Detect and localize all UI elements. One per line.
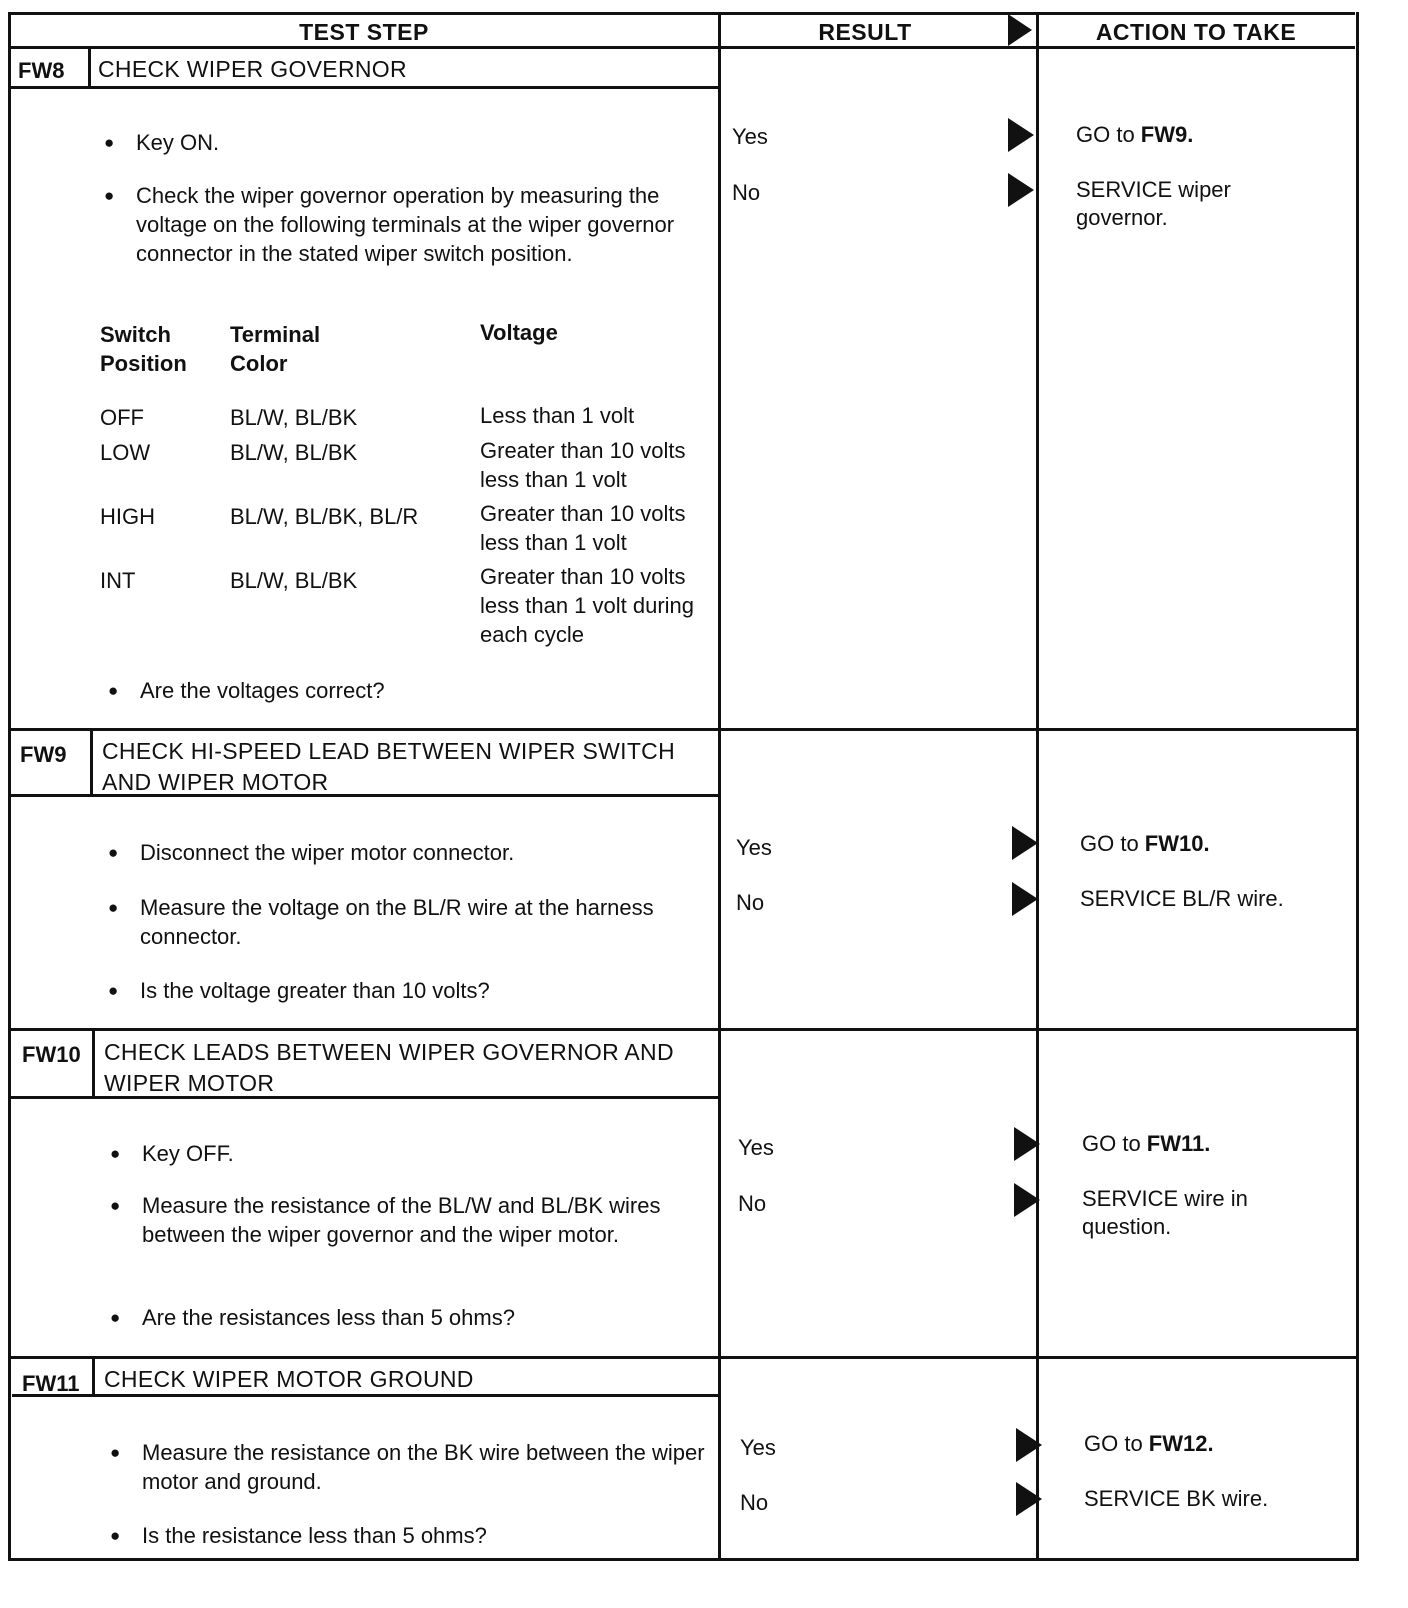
arrow-right-icon bbox=[1016, 1482, 1042, 1516]
table-cell: INT bbox=[100, 568, 136, 593]
table-header-terminal-color: Terminal Color bbox=[230, 322, 321, 376]
action-column-border bbox=[1036, 12, 1039, 1560]
table-cell: LOW bbox=[100, 440, 151, 465]
header-result: RESULT bbox=[818, 19, 912, 45]
table-cell: Greater than 10 volts less than 1 volt bbox=[480, 501, 686, 555]
result-yes: Yes bbox=[738, 1135, 774, 1160]
table-header-switch-position: Switch Position bbox=[100, 322, 187, 376]
header-test-step: TEST STEP bbox=[299, 19, 429, 45]
result-no: No bbox=[738, 1191, 767, 1216]
arrow-right-icon bbox=[1008, 118, 1034, 152]
arrow-right-icon bbox=[1014, 1183, 1040, 1217]
arrow-right-icon bbox=[1008, 173, 1034, 207]
step-bullet: ● Measure the resistance of the BL/W and BL/BK wires between the wiper governor and the wiper motor. bbox=[110, 1191, 702, 1249]
step-code-divider bbox=[90, 730, 93, 796]
arrow-right-icon bbox=[1016, 1428, 1042, 1462]
step-bullet: ● Measure the voltage on the BL/R wire at the harness connector. bbox=[108, 893, 660, 951]
table-bottom-border bbox=[8, 1558, 1359, 1561]
step-bullet: ● Are the voltages correct? bbox=[108, 676, 720, 705]
step-code-divider bbox=[92, 1358, 95, 1396]
step-code: FW8 bbox=[18, 58, 65, 83]
result-no: No bbox=[732, 180, 761, 205]
action-no: SERVICE wiper governor. bbox=[1076, 177, 1231, 230]
result-yes: Yes bbox=[740, 1435, 776, 1460]
section-separator bbox=[8, 1356, 1359, 1359]
step-bullet: ● Key ON. bbox=[104, 128, 716, 157]
table-left-border bbox=[8, 12, 11, 1560]
table-cell: Greater than 10 volts less than 1 volt bbox=[480, 438, 686, 492]
step-code: FW11 bbox=[22, 1371, 80, 1396]
action-no: SERVICE BK wire. bbox=[1084, 1486, 1269, 1511]
result-no: No bbox=[736, 890, 765, 915]
result-yes: Yes bbox=[736, 835, 772, 860]
table-cell: Greater than 10 volts less than 1 volt during each cycle bbox=[480, 564, 695, 647]
arrow-right-icon bbox=[1012, 882, 1038, 916]
table-cell: HIGH bbox=[100, 504, 155, 529]
table-cell: BL/W, BL/BK bbox=[230, 440, 358, 465]
table-cell: BL/W, BL/BK bbox=[230, 405, 358, 430]
step-bullet: ● Measure the resistance on the BK wire between the wiper motor and ground. bbox=[110, 1438, 717, 1496]
action-yes: GO to FW9. bbox=[1076, 122, 1194, 147]
step-bullet: ● Is the voltage greater than 10 volts? bbox=[108, 976, 720, 1005]
table-header-voltage: Voltage bbox=[480, 320, 558, 345]
header-arrow-icon bbox=[1008, 14, 1032, 46]
step-title-underline bbox=[8, 86, 720, 89]
step-title: CHECK HI-SPEED LEAD BETWEEN WIPER SWITCH AND WIPER MOTOR bbox=[102, 738, 676, 795]
action-yes: GO to FW10. bbox=[1080, 831, 1210, 856]
arrow-right-icon bbox=[1014, 1127, 1040, 1161]
result-yes: Yes bbox=[732, 124, 768, 149]
table-cell: Less than 1 volt bbox=[480, 403, 635, 428]
step-bullet: ● Are the resistances less than 5 ohms? bbox=[110, 1303, 722, 1332]
step-code: FW9 bbox=[20, 742, 67, 767]
header-bottom-border bbox=[8, 46, 1355, 49]
step-bullet: ● Is the resistance less than 5 ohms? bbox=[110, 1521, 722, 1550]
step-code-divider bbox=[92, 1030, 95, 1098]
step-bullet: ● Key OFF. bbox=[110, 1139, 722, 1168]
table-right-border bbox=[1356, 12, 1359, 1560]
table-cell: OFF bbox=[100, 405, 144, 430]
step-bullet: ● Check the wiper governor operation by measuring the voltage on the following terminals at the wiper governor connector in the stated wiper switch position. bbox=[104, 181, 716, 268]
arrow-right-icon bbox=[1012, 826, 1038, 860]
step-bullet: ● Disconnect the wiper motor connector. bbox=[108, 838, 720, 867]
action-yes: GO to FW11. bbox=[1082, 1131, 1211, 1156]
result-no: No bbox=[740, 1490, 769, 1515]
action-no: SERVICE BL/R wire. bbox=[1080, 886, 1284, 911]
step-code-divider bbox=[88, 48, 91, 88]
step-title: CHECK WIPER GOVERNOR bbox=[98, 56, 407, 82]
step-title: CHECK WIPER MOTOR GROUND bbox=[104, 1366, 474, 1392]
action-no: SERVICE wire in question. bbox=[1082, 1186, 1248, 1239]
step-code: FW10 bbox=[22, 1042, 81, 1067]
section-separator bbox=[8, 728, 1359, 731]
step-title: CHECK LEADS BETWEEN WIPER GOVERNOR AND WIPER MOTOR bbox=[104, 1039, 674, 1096]
table-cell: BL/W, BL/BK bbox=[230, 568, 358, 593]
header-action: ACTION TO TAKE bbox=[1095, 19, 1297, 45]
table-cell: BL/W, BL/BK, BL/R bbox=[230, 504, 419, 529]
table-top-border bbox=[8, 12, 1355, 15]
action-yes: GO to FW12. bbox=[1084, 1431, 1214, 1456]
section-separator bbox=[8, 1028, 1359, 1031]
